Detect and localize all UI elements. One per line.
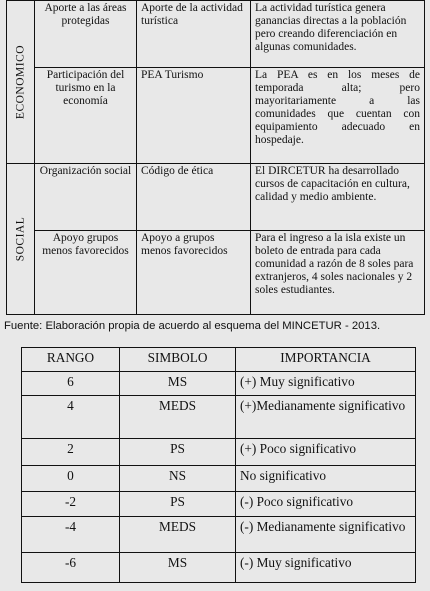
importancia-cell: (+)Medianamente significativo: [236, 396, 416, 439]
rango-cell: -2: [22, 492, 120, 517]
header-importancia: IMPORTANCIA: [236, 348, 416, 372]
source-note: Fuente: Elaboración propia de acuerdo al esquema del MINCETUR - 2013.: [4, 320, 381, 332]
header-rango: RANGO: [22, 348, 120, 372]
simbolo-cell: MEDS: [120, 396, 236, 439]
simbolo-cell: MEDS: [120, 517, 236, 553]
table-row: [22, 439, 416, 466]
section-label-economico: [7, 1, 35, 164]
table-row: [22, 466, 416, 492]
importancia-cell: (-) Poco significativo: [236, 492, 416, 517]
rango-cell: 4: [22, 396, 120, 439]
factor-cell: Organización social: [35, 164, 137, 231]
importancia-cell: (-) Medianamente significativo: [236, 517, 416, 553]
simbolo-cell: PS: [120, 492, 236, 517]
importancia-cell: (-) Muy significativo: [236, 553, 416, 583]
table-row: [22, 553, 416, 583]
scale-table: [21, 347, 416, 583]
importancia-cell: (+) Poco significativo: [236, 439, 416, 466]
simbolo-cell: MS: [120, 553, 236, 583]
rango-cell: 0: [22, 466, 120, 492]
indicator-cell: Aporte de la actividad turística: [137, 1, 251, 68]
description-cell: La PEA es en los meses de temporada alta; pero mayoritariamente a las comunidades que cuentan con equipamiento adecuado en hospedaje.: [251, 68, 425, 164]
table-row: [7, 231, 425, 315]
factor-cell: Aporte a las áreas protegidas: [35, 1, 137, 68]
table-row: [22, 492, 416, 517]
description-cell: La actividad turística genera ganancias directas a la población pero creando diferenciación en algunas comunidades.: [251, 1, 425, 68]
table-row: [7, 1, 425, 68]
rango-cell: -4: [22, 517, 120, 553]
section-label-social: [7, 164, 35, 315]
description-cell: El DIRCETUR ha desarrollado cursos de capacitación en cultura, calidad y medio ambiente.: [251, 164, 425, 231]
table-header-row: [22, 348, 416, 372]
impact-table: [6, 0, 425, 315]
indicator-cell: Código de ética: [137, 164, 251, 231]
simbolo-cell: NS: [120, 466, 236, 492]
table-row: [22, 372, 416, 396]
table-row: [22, 396, 416, 439]
section-label-text: ECONOMICO: [14, 44, 26, 120]
rango-cell: -6: [22, 553, 120, 583]
table-row: [7, 68, 425, 164]
table-row: [7, 164, 425, 231]
importancia-cell: (+) Muy significativo: [236, 372, 416, 396]
indicator-cell: PEA Turismo: [137, 68, 251, 164]
simbolo-cell: MS: [120, 372, 236, 396]
table-row: [22, 517, 416, 553]
factor-cell: Apoyo grupos menos favorecidos: [35, 231, 137, 315]
rango-cell: 6: [22, 372, 120, 396]
factor-cell: Participación del turismo en la economía: [35, 68, 137, 164]
rango-cell: 2: [22, 439, 120, 466]
header-simbolo: SIMBOLO: [120, 348, 236, 372]
importancia-cell: No significativo: [236, 466, 416, 492]
section-label-text: SOCIAL: [14, 216, 26, 262]
indicator-cell: Apoyo a grupos menos favorecidos: [137, 231, 251, 315]
description-cell: Para el ingreso a la isla existe un boleto de entrada para cada comunidad a razón de 8 soles para extranjeros, 4 soles nacionales y 2 soles estudiantes.: [251, 231, 425, 315]
simbolo-cell: PS: [120, 439, 236, 466]
